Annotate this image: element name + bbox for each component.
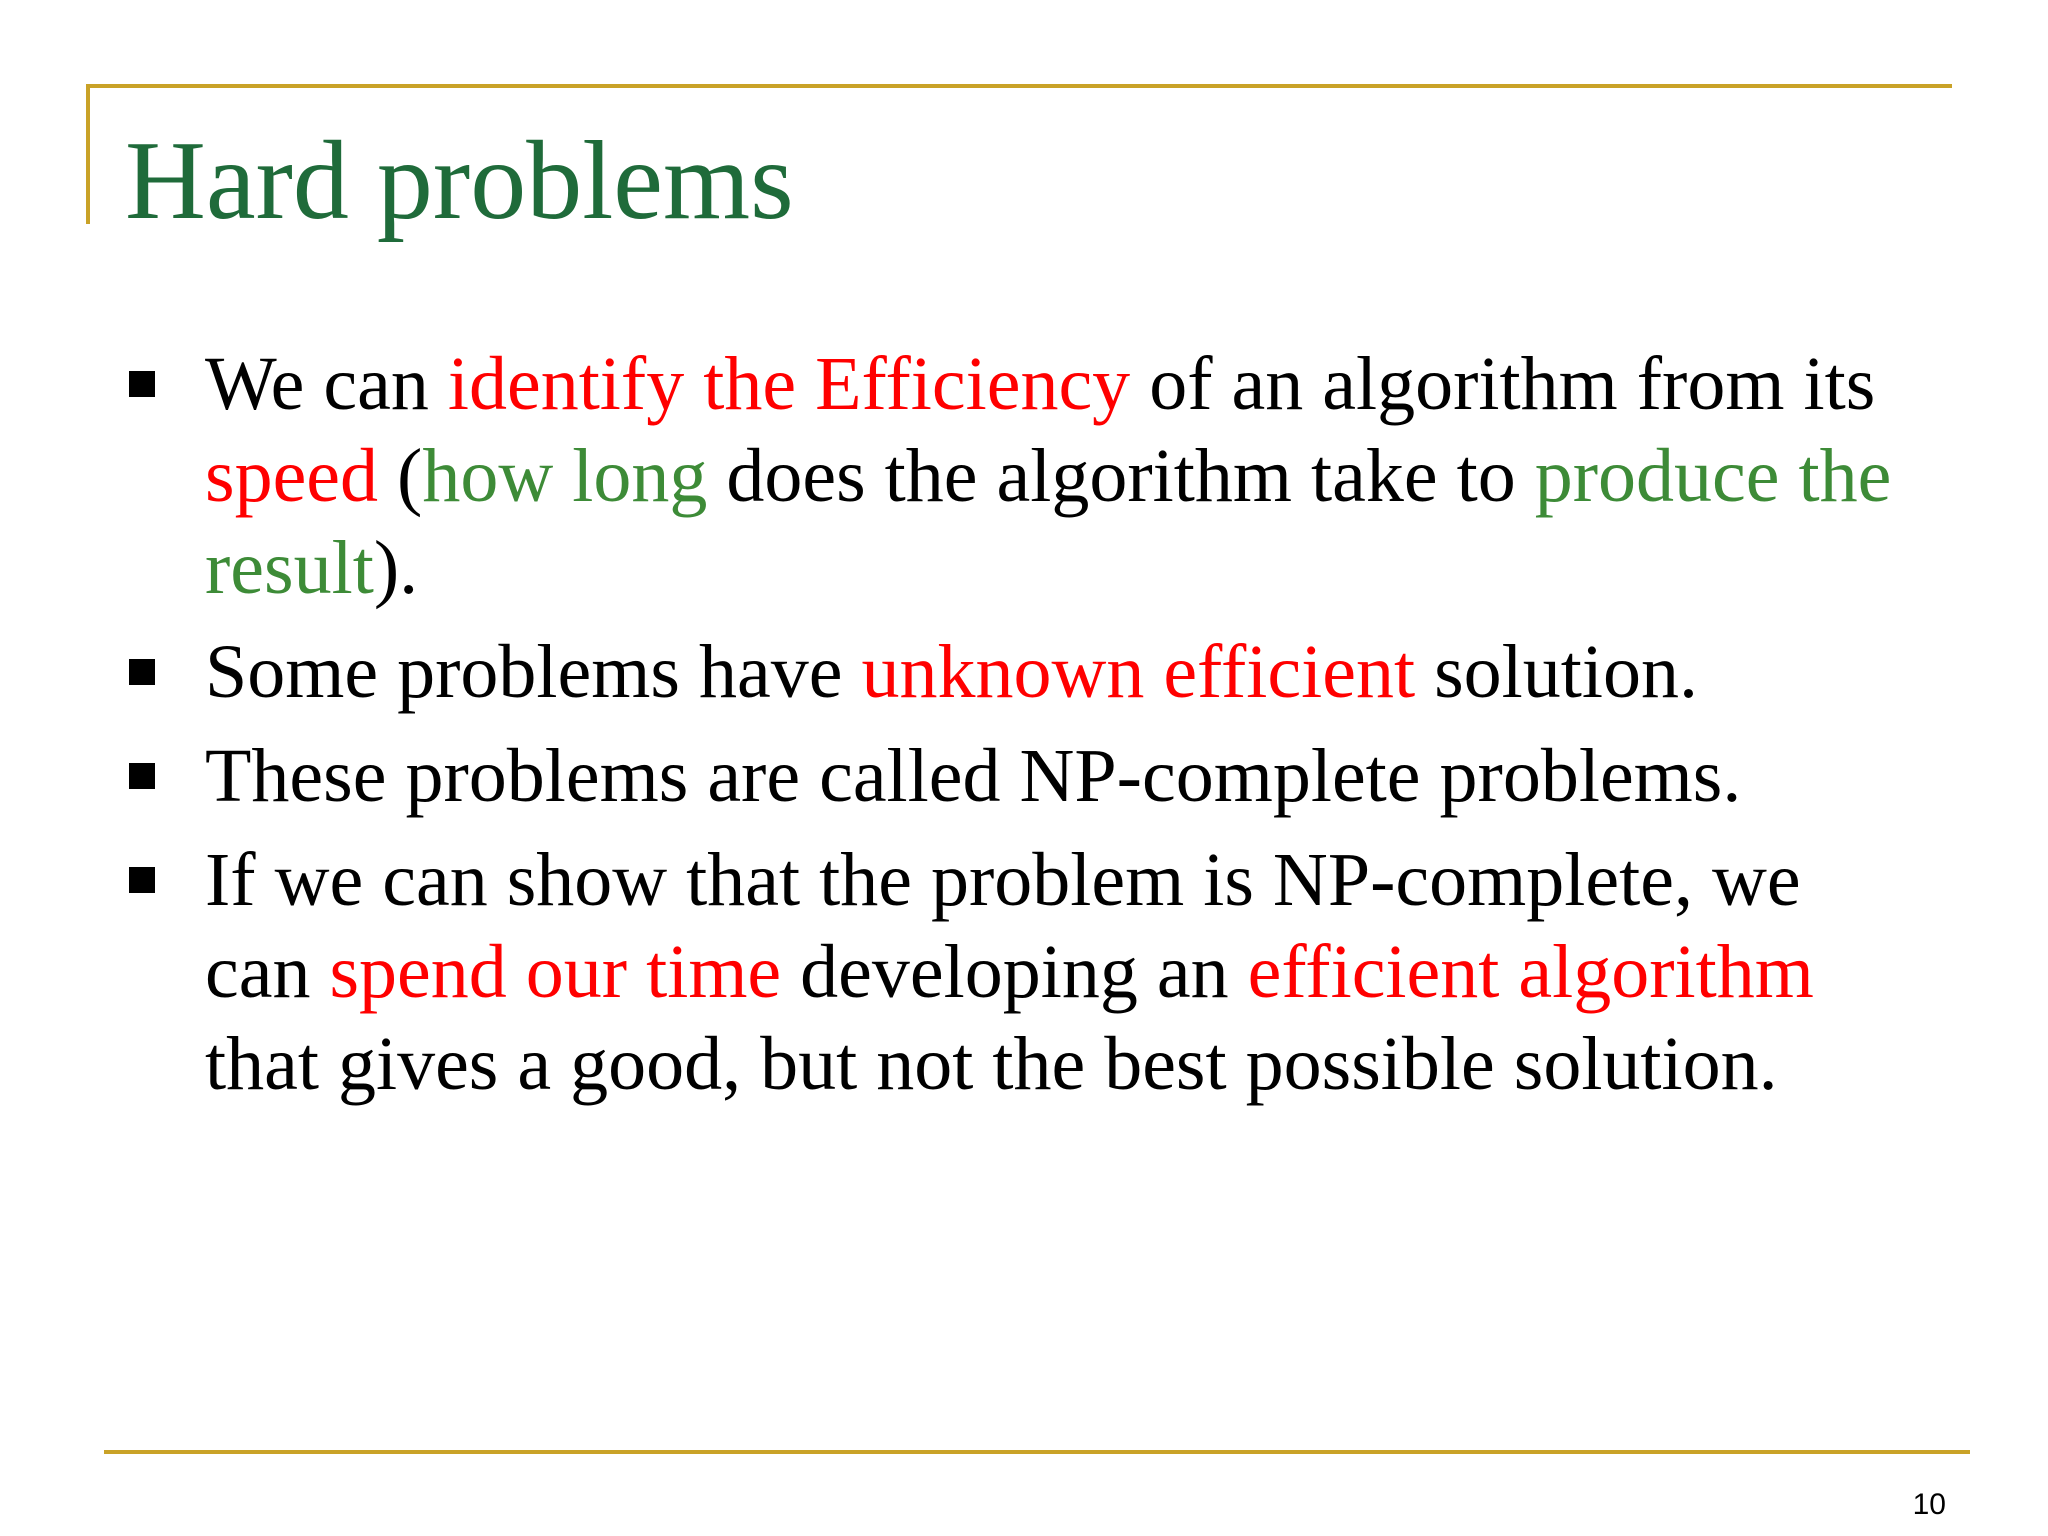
text: Some problems have	[205, 630, 862, 714]
left-accent-line	[86, 84, 90, 224]
highlight-red: speed	[205, 434, 379, 518]
top-divider	[86, 84, 1952, 88]
bottom-divider	[104, 1450, 1970, 1454]
bullet-item-approximation	[125, 834, 1925, 1110]
text: of an algorithm from its	[1130, 342, 1876, 426]
bullet-item-np-complete	[125, 730, 1925, 822]
bullet-item-efficiency	[125, 338, 1925, 614]
highlight-green: produce the result	[205, 434, 1892, 610]
page-number: 10	[1912, 1488, 1946, 1521]
highlight-red: efficient algorithm	[1247, 930, 1814, 1014]
highlight-red: spend our time	[329, 930, 782, 1014]
highlight-red: identify the Efficiency	[447, 342, 1131, 426]
text: We can	[205, 342, 448, 426]
text: does the algorithm take to	[707, 434, 1535, 518]
bullet-list	[125, 338, 1925, 1122]
text: (	[378, 434, 423, 518]
slide-title: Hard problems	[125, 119, 794, 243]
bullet-item-unknown-solution	[125, 626, 1925, 718]
square-bullet-icon	[129, 371, 155, 397]
text: These problems are called NP-complete problems.	[205, 734, 1742, 818]
text: ).	[373, 526, 419, 610]
text: developing an	[781, 930, 1248, 1014]
square-bullet-icon	[129, 867, 155, 893]
text: If we can show that the problem is NP-complete, we can	[205, 838, 1801, 1014]
square-bullet-icon	[129, 763, 155, 789]
highlight-green: how long	[422, 434, 708, 518]
highlight-red: unknown efficient	[861, 630, 1416, 714]
text: solution.	[1415, 630, 1699, 714]
square-bullet-icon	[129, 659, 155, 685]
text: that gives a good, but not the best possible solution.	[205, 1022, 1778, 1106]
